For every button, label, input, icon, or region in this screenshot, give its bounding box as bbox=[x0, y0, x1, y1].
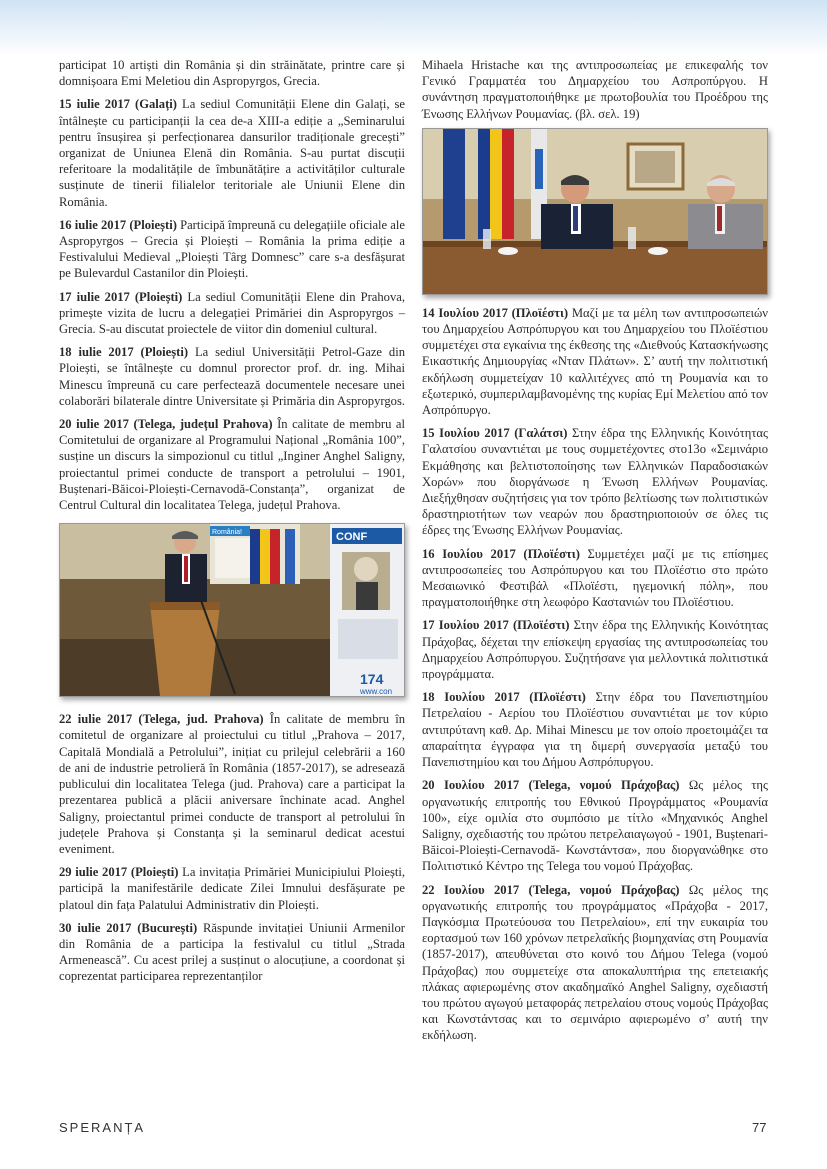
right-column bbox=[422, 57, 768, 1051]
entry-date: 22 Ιουλίου 2017 (Telega, νομού Πράχοβας) bbox=[422, 882, 680, 897]
entry-paragraph: participat 10 artiști din România și din străinătate, printre care și domnișoara Emi Meletiou din Aspropyrgos, Grecia. bbox=[59, 58, 405, 89]
page-number: 77 bbox=[752, 1120, 767, 1135]
entry-date: 20 iulie 2017 (Telega, județul Prahova) bbox=[59, 417, 273, 432]
entry-date: 16 Ιουλίου 2017 (Πλοϊέστι) bbox=[422, 546, 580, 561]
entry-paragraph: 22 Ιουλίου 2017 (Telega, νομού Πράχοβας) Ως μέλος της οργανωτικής επιτροπής του προγράμματος «Πράχοβα - 2017, Παγκόσμια Πρωτεύουσα του Πετρελαίου», επί την ευκαιρία του εορτασμού των 160 χρόνων πετρελαϊκής βιομηχανίας στη Ρουμανία (1857-2017), απευθύνεται στο κοινό του Δήμου Telega (νομού Πράχοβας) που συμμετείχε στα αποκαλυπτήρια της επετειακής πλάκας αφιερωμένης στον ακαδημαϊκό Anghel Saligny, σχεδιαστή του πρώτου αγωγού μεταφοράς πετρελαίου στους νομούς Πράχοβας και Κωνστάντσας και το σεμινάριο αφιερωμένο σ’ αυτή την εκδήλωση. bbox=[422, 882, 768, 1043]
entry-paragraph: 17 Ιουλίου 2017 (Πλοϊέστι) Στην έδρα της Ελληνικής Κοινότητας Πράχοβας, δέχεται την επίσκεψη εργασίας της αντιπροσωπείας του Δημαρχείου Ασπρόπυργου. Συζητήσανε για μελλοντικά πολιτιστικά προγράμματα. bbox=[422, 618, 768, 682]
entry-paragraph: 14 Ιουλίου 2017 (Πλοϊέστι) Μαζί με τα μέλη των αντιπροσωπειών του Δημαρχείου Ασπρόπυργου και του Δημαρχείου του Πλοϊέστιου συμμετέχει στα εγκαίνια της έκθεσης της «Διεθνούς Κατασκήνωσης Εικαστικής Δημιουργίας «Νταν Πλάτων». Σ’ αυτή την πολιτιστική εκδήλωση συμμετείχαν 10 καλλιτέχνες από τη Ρουμανία και το εξωτερικό, συμπεριλαμβανομένης της κυρίας Εμί Μελετίου από τον Ασπρόπυργο. bbox=[422, 305, 768, 418]
entry-date: 15 Ιουλίου 2017 (Γαλάτσι) bbox=[422, 426, 568, 441]
magazine-name: SPERANȚA bbox=[59, 1120, 146, 1135]
entry-date: 14 Ιουλίου 2017 (Πλοϊέστι) bbox=[422, 305, 569, 320]
entry-date: 18 iulie 2017 (Ploiești) bbox=[59, 345, 189, 360]
entry-paragraph: 20 Ιουλίου 2017 (Telega, νομού Πράχοβας) Ως μέλος της οργανωτικής επιτροπής του Εθνικού Προγράμματος «Ρουμανία 100», είχε ομιλία στο συμπόσιο με τίτλο «Μηχανικός Anghel Saligny, σχεδιαστής του πρώτου πετρελαιαγωγού - 1901, Buștenari-Băicoi-Ploiești-Cernavodă- Κωνστάντσα», που διοργανώθηκε στο Πολιτιστικό Κέντρο της Telega του νομού Πράχοβας. bbox=[422, 778, 768, 874]
entry-date: 18 Ιουλίου 2017 (Πλοϊέστι) bbox=[422, 690, 586, 705]
banner-text: www.con bbox=[360, 687, 393, 697]
entry-paragraph: 15 iulie 2017 (Galați) La sediul Comunității Elene din Galați, se întâlnește cu participanții la cea de-a XIII-a ediție a „Seminarului pentru însușirea și perfecționarea dansurilor tradiționale grecești” organizat de Uniunea Elenă din România. S-au purtat discuții referitoare la modalitățile de îmbunătățire a activităților culturale susținute de tinerii filialelor teritoriale ale Uniunii Elene din România. bbox=[59, 97, 405, 209]
entry-paragraph: 18 Ιουλίου 2017 (Πλοϊέστι) Στην έδρα του Πανεπιστημίου Πετρελαίου - Αερίου του Πλοϊέστιου συναντιέται με τον κύριο αντιπρύτανη καθ. Δρ. Mihai Minescu με τον οποίο προετοιμάζει τα απαραίτητα έγγραφα για τη διμερή συνεργασία μεταξύ του Πανεπιστημίου και του Δήμου Ασπρόπυργου. bbox=[422, 690, 768, 770]
entry-paragraph: 29 iulie 2017 (Ploiești) La invitația Primăriei Municipiului Ploiești, participă la manifestările dedicate Zilei Imnului desfășurate pe platoul din fața Palatului Administrativ din Ploiești. bbox=[59, 865, 405, 912]
banner-text: CONF bbox=[336, 531, 368, 544]
entry-date: 29 iulie 2017 (Ploiești) bbox=[59, 865, 179, 880]
entry-paragraph: 17 iulie 2017 (Ploiești) La sediul Comunității Elene din Prahova, primește vizita de lucru a delegației Primăriei din Aspropyrgos – Grecia. S-au discutat proiectele de viitor din domeniul cultural. bbox=[59, 289, 405, 337]
entry-date: 30 iulie 2017 (București) bbox=[59, 920, 198, 935]
entry-paragraph: 18 iulie 2017 (Ploiești) La sediul Universității Petrol-Gaze din Ploiești, se întâlnește cu domnul prorector prof. dr. ing. Mihai Minescu împreună cu care perfectează documentele necesare unei colaborări bilaterale dintre Universitate și Primăria din Aspropyrgos. bbox=[59, 345, 406, 408]
banner-text: 174 bbox=[360, 671, 384, 688]
entry-date: 17 Ιουλίου 2017 (Πλοϊέστι) bbox=[422, 618, 570, 633]
entry-paragraph: 16 Ιουλίου 2017 (Πλοϊέστι) Συμμετέχει μαζί με τις επίσημες αντιπροσωπείες του Ασπρόπυργου και του Πλοϊέστιο στο πρώτο Μεσαιωνικό Φεστιβάλ «Πλοϊέστι, ηγεμονική πόλη», που πραγματοποιήθηκε στη λεωφόρο Καστανιών του Πλοϊέστιου. bbox=[422, 546, 768, 610]
entry-paragraph: 22 iulie 2017 (Telega, jud. Prahova) În calitate de membru în comitetul de organizare al proiectului cu titlul „Prahova – 2017, Capitală Mondială a Petrolului”, inițiat cu prilejul celebrării a 160 de ani de industrie petrolieră în România (1857-2017), se adresează publicului din localitatea Telega (jud. Prahova) care a participat la prezentarea publică a plăcii aniversare închinate acad. Anghel Saligny, proiectantul primei conducte de transport al petrolului în județele Prahova și Constanța și la seminarul dedicat acestui eveniment. bbox=[59, 712, 405, 856]
entry-date: 17 iulie 2017 (Ploiești) bbox=[59, 289, 183, 304]
entry-date: 22 iulie 2017 (Telega, jud. Prahova) bbox=[59, 712, 264, 727]
left-column bbox=[59, 57, 405, 992]
banner-text: România! bbox=[212, 529, 242, 537]
entry-date: 15 iulie 2017 (Galați) bbox=[59, 97, 177, 112]
entry-date: 16 iulie 2017 (Ploiești) bbox=[59, 217, 177, 232]
entry-date: 20 Ιουλίου 2017 (Telega, νομού Πράχοβας) bbox=[422, 778, 680, 793]
entry-paragraph: 15 Ιουλίου 2017 (Γαλάτσι) Στην έδρα της Ελληνικής Κοινότητας Γαλατσίου συναντιέται με τους συμμετέχοντες στο13ο «Σεμινάριο Εκμάθησης και βελτιστοποίησης των Ελληνικών Παραδοσιακών Χορών» που διοργάνωσε η Ένωση Ελλήνων Ρουμανίας. Διεξήχθησαν συζητήσεις για τον τρόπο βελτίωσης των πολιτιστικών δραστηριοτήτων των νεαρών που δραστηριοποιούν σε όλες τις έδρες της Ένωσης Ελλήνων Ρουμανίας. bbox=[422, 426, 768, 538]
header-band bbox=[0, 0, 827, 56]
photo-meeting bbox=[422, 128, 768, 295]
photo-speaker-podium bbox=[59, 523, 405, 697]
entry-paragraph: 30 iulie 2017 (București) Răspunde invitației Uniunii Armenilor din România de a participa la festivalul cu titlul „Strada Armenească”. Cu acest prilej a susținut o alocuțiune, a coordonat și coprezentat participarea reprezentanților bbox=[59, 920, 406, 984]
entry-paragraph: 16 iulie 2017 (Ploiești) Participă împreună cu delegațiile oficiale ale Aspropyrgos – Grecia și Ploiești – România la prima ediție a Festivalului Medieval „Ploiești Târg Domnesc” care s-a desfășurat pe Bulevardul Castanilor din Ploiești. bbox=[59, 217, 405, 281]
entry-paragraph: Mihaela Hristache και της αντιπροσωπείας με επικεφαλής τον Γενικό Γραμματέα του Δημαρχείου του Ασπροπύργου. Η συνάντηση πραγματοποιήθηκε με πρωτοβουλία του Προέδρου της Ένωσης Ελλήνων Ρουμανίας. (βλ. σελ. 19) bbox=[422, 58, 768, 121]
entry-paragraph: 20 iulie 2017 (Telega, județul Prahova) În calitate de membru al Comitetului de organizare al Programului Național „România 100”, susține un discurs la simpozionul cu titlul „Inginer Anghel Saligny, proiectantul primei conducte de transport a petrolului – 1901, Buștenari-Băicoi-Ploiești-Cernavodă-Constanța”, organizat de Centrul Cultural din localitatea Telega, județul Prahova. bbox=[59, 417, 405, 513]
